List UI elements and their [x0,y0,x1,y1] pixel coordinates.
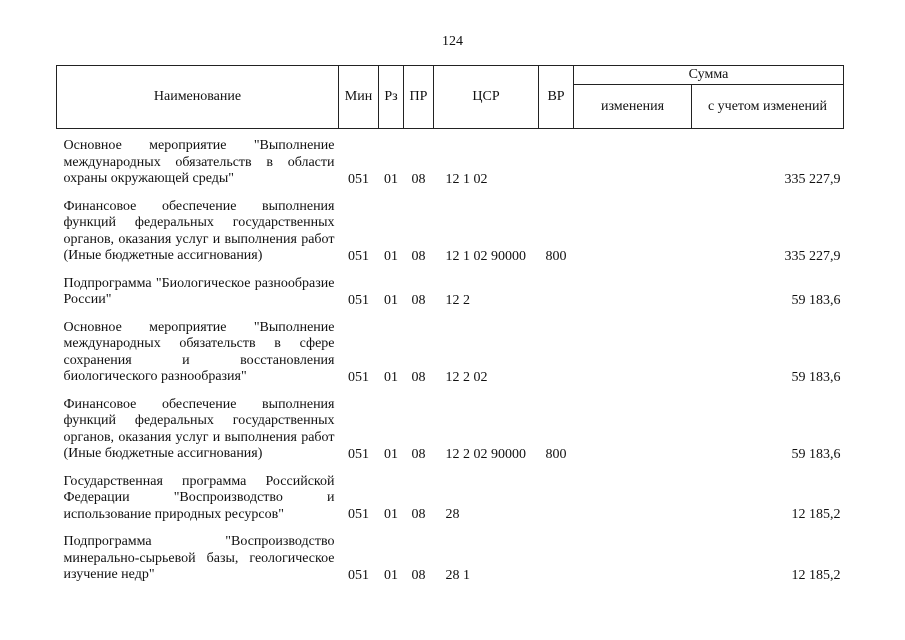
row-name: Государственная программа Российской Федерации "Воспроизводство и использование природных ресурсов" [63,473,335,522]
header-vr: ВР [539,66,574,129]
row-name: Подпрограмма "Воспроизводство минерально-сырьевой базы, геологическое изучение недр" [63,534,335,582]
budget-table [56,65,844,584]
row-changes [574,265,692,309]
row-rz: 01 [384,248,398,264]
table-header [57,66,844,129]
row-with-changes: 12 185,2 [791,567,841,583]
row-with-changes: 59 183,6 [791,292,841,308]
row-with-changes: 335 227,9 [784,248,841,264]
row-min: 051 [348,171,369,187]
row-csr: 12 2 [445,292,470,308]
row-pr: 08 [411,171,426,187]
page-number: 124 [442,34,463,49]
row-name: Финансовое обеспечение выполнения функций федеральных государственных органов, оказания услуг и выполнения работ (Иные бюджетные ассигнования) [63,198,335,263]
row-rz: 01 [384,369,398,385]
row-name: Финансовое обеспечение выполнения функций федеральных государственных органов, оказания услуг и выполнения работ (Иные бюджетные ассигнования) [63,396,335,461]
table-row [57,386,844,463]
row-csr: 12 2 02 [445,369,488,385]
table-row [57,188,844,265]
row-vr [539,523,574,584]
row-pr: 08 [411,248,426,264]
row-changes [574,129,692,188]
row-changes [574,523,692,584]
table-row [57,463,844,524]
row-min: 051 [348,292,369,308]
table-body [57,129,844,584]
header-sum: Сумма [574,66,844,85]
row-pr: 08 [411,369,426,385]
row-with-changes: 59 183,6 [791,369,841,385]
row-pr: 08 [411,292,426,308]
row-changes [574,309,692,386]
header-name: Наименование [57,66,339,129]
table-row [57,129,844,188]
row-csr: 12 1 02 90000 [445,248,526,264]
row-csr: 28 1 [445,567,470,583]
row-vr: 800 [545,446,567,462]
row-vr [539,129,574,188]
row-vr [539,309,574,386]
row-with-changes: 335 227,9 [784,171,841,187]
header-rz: Рз [379,66,404,129]
table-row [57,265,844,309]
row-rz: 01 [384,507,398,522]
row-min: 051 [348,369,369,385]
row-csr: 12 1 02 [445,171,488,187]
row-name: Основное мероприятие "Выполнение международных обязательств в области охраны окружающей среды" [63,138,335,186]
row-vr: 800 [545,248,567,264]
row-pr: 08 [411,567,426,583]
row-name: Подпрограмма "Биологическое разнообразие России" [63,275,335,307]
row-csr: 28 [445,507,460,522]
row-min: 051 [348,507,369,522]
header-min: Мин [339,66,379,129]
row-rz: 01 [384,446,398,462]
row-changes [574,386,692,463]
table-row [57,309,844,386]
row-min: 051 [348,567,369,583]
row-min: 051 [348,248,369,264]
row-rz: 01 [384,171,398,187]
row-rz: 01 [384,567,398,583]
row-with-changes: 12 185,2 [791,507,841,522]
row-changes [574,463,692,524]
header-pr: ПР [404,66,434,129]
row-vr [539,463,574,524]
row-min: 051 [348,446,369,462]
header-csr: ЦСР [434,66,539,129]
row-vr [539,265,574,309]
header-changes: изменения [574,85,692,129]
row-csr: 12 2 02 90000 [445,446,526,462]
row-name: Основное мероприятие "Выполнение международных обязательств в сфере сохранения и восстановления биологического разнообразия" [63,319,335,384]
row-with-changes: 59 183,6 [791,446,841,462]
row-pr: 08 [411,446,426,462]
row-rz: 01 [384,292,398,308]
row-pr: 08 [411,507,426,522]
table-row [57,523,844,584]
row-changes [574,188,692,265]
header-with-changes: с учетом изменений [692,85,844,129]
